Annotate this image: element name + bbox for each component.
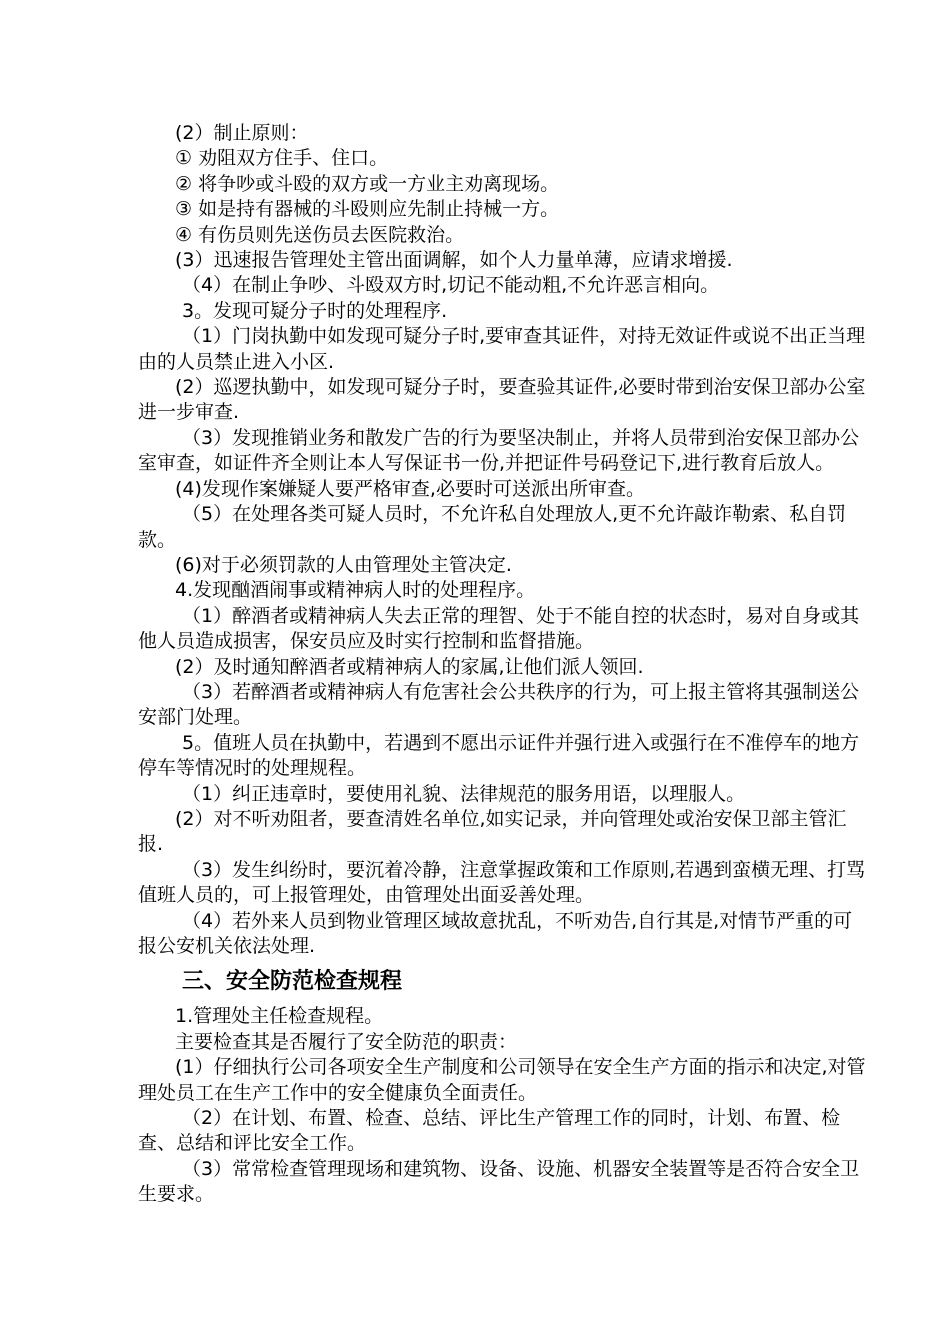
paragraph-no-extortion: （5）在处理各类可疑人员时，不允许私自处理放人,更不允许敲诈勒索、私自罚款。 [138, 503, 847, 551]
section-heading: 三、安全防范检查规程 [182, 969, 403, 995]
paragraph-main-check: 主要检查其是否履行了安全防范的职责： [175, 1030, 518, 1053]
paragraph-outsider-disturbance: （4）若外来人员到物业管理区域故意扰乱，不听劝告,自行其是,对情节严重的可报公安机关依法处理. [138, 909, 853, 957]
paragraph-check-site: （3）常常检查管理现场和建筑物、设备、设施、机器安全装置等是否符合安全卫生要求。 [138, 1157, 860, 1206]
paragraph-crime-suspect: (4)发现作案嫌疑人要严格审查,必要时可送派出所审查。 [175, 477, 645, 500]
paragraph-principle-4: ④ 有伤员则先送伤员去医院救治。 [175, 223, 465, 246]
paragraph-patrol-duty: (2）巡逻执勤中，如发现可疑分子时，要查验其证件,必要时带到治安保卫部办公室进一步审查. [138, 376, 866, 424]
paragraph-drunk-control: （1）醉酒者或精神病人失去正常的理智、处于不能自控的状态时，易对自身或其他人员造成损害，保安员应及时实行控制和监督措施。 [138, 604, 860, 653]
paragraph-sales-flyers: （3）发现推销业务和散发广告的行为要坚决制止，并将人员带到治安保卫部办公室审查，如证件齐全则让本人写保证书一份,并把证件号码登记下,进行教育后放人。 [138, 426, 860, 475]
paragraph-drunk-procedure: 4.发现酗酒闹事或精神病人时的处理程序。 [175, 579, 536, 602]
paragraph-stop-principle: (2）制止原则： [175, 122, 309, 144]
paragraph-principle-3: ③ 如是持有器械的斗殴则应先制止持械一方。 [175, 198, 560, 221]
paragraph-director-inspection: 1.管理处主任检查规程。 [175, 1005, 384, 1028]
paragraph-dispute-handling: （3）发生纠纷时，要沉着冷静，注意掌握政策和工作原则,若遇到蛮横无理、打骂值班人员的，可上报管理处，由管理处出面妥善处理。 [138, 858, 866, 907]
paragraph-record-report: (2）对不听劝阻者，要查清姓名单位,如实记录，并向管理处或治安保卫部主管汇报. [138, 807, 847, 856]
paragraph-notify-family: (2）及时通知醉酒者或精神病人的家属,让他们派人领回. [175, 655, 644, 678]
paragraph-suspect-procedure: 3。发现可疑分子时的处理程序. [182, 299, 448, 322]
paragraph-no-violence: （4）在制止争吵、斗殴双方时,切记不能动粗,不允许恶言相向。 [182, 274, 720, 297]
paragraph-plan-safety: （2）在计划、布置、检查、总结、评比生产管理工作的同时，计划、布置、检查、总结和评比安全工作。 [138, 1107, 841, 1155]
document-body [138, 121, 868, 1208]
paragraph-polite-language: （1）纠正违章时，要使用礼貌、法律规范的服务用语，以理服人。 [182, 782, 746, 805]
paragraph-principle-1: ① 劝阻双方住手、住口。 [175, 147, 389, 170]
paragraph-duty-procedure: 5。值班人员在执勤中，若遇到不愿出示证件并强行进入或强行在不准停车的地方停车等情况时的处理规程。 [138, 731, 860, 780]
paragraph-police-transfer: （3）若醉酒者或精神病人有危害社会公共秩序的行为，可上报主管将其强制送公安部门处理。 [138, 680, 860, 729]
paragraph-fine-decision: (6)对于必须罚款的人由管理处主管决定. [175, 553, 512, 576]
paragraph-principle-2: ② 将争吵或斗殴的双方或一方业主劝离现场。 [175, 172, 560, 195]
paragraph-gate-duty: （1）门岗执勤中如发现可疑分子时,要审查其证件，对持无效证件或说不出正当理由的人员禁止进入小区. [138, 325, 866, 373]
paragraph-report-manager: (3）迅速报告管理处主管出面调解，如个人力量单薄，应请求增援. [175, 249, 733, 272]
paragraph-execute-rules: (1）仔细执行公司各项安全生产制度和公司领导在安全生产方面的指示和决定,对管理处员工在生产工作中的安全健康负全面责任。 [138, 1056, 866, 1104]
